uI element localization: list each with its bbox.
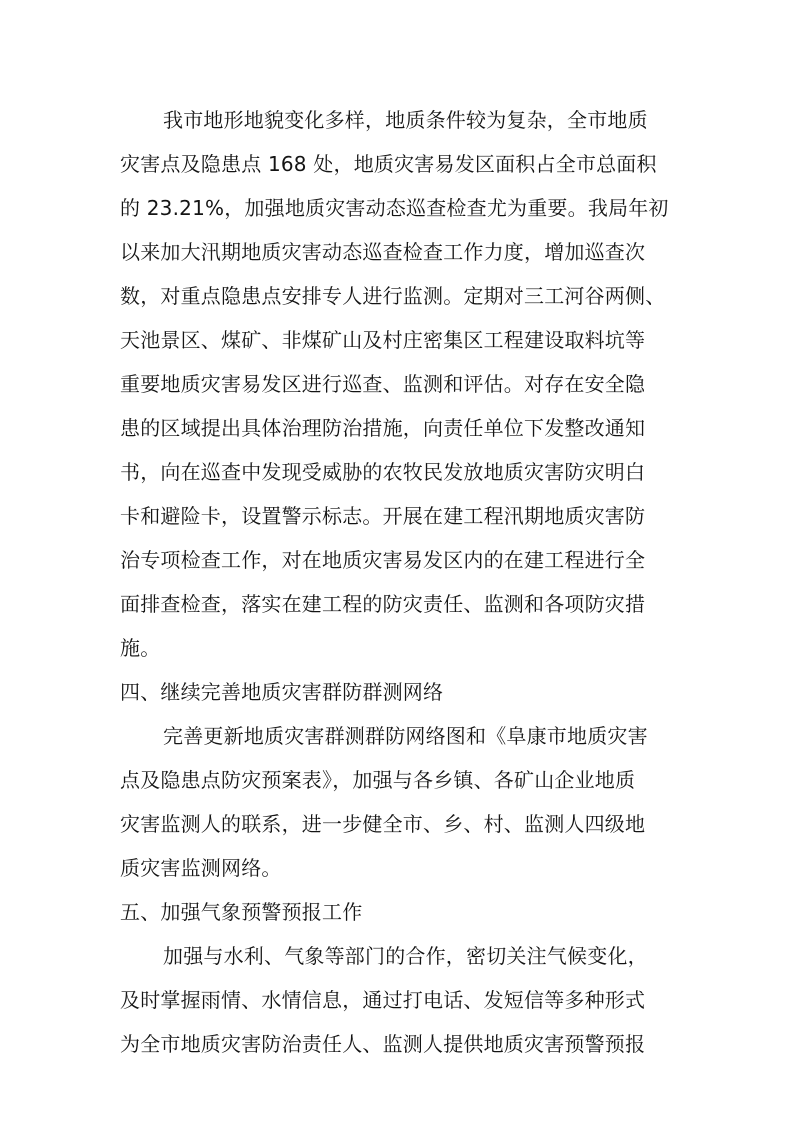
paragraph-line: 以来加大汛期地质灾害动态巡查检查工作力度，增加巡查次 <box>120 240 646 264</box>
paragraph-line: 卡和避险卡，设置警示标志。开展在建工程汛期地质灾害防 <box>120 504 646 528</box>
paragraph-line: 灾害监测人的联系，进一步健全市、乡、村、监测人四级地 <box>120 812 646 836</box>
section-heading: 四、继续完善地质灾害群防群测网络 <box>120 680 444 704</box>
paragraph-line: 施。 <box>120 636 161 660</box>
paragraph-line: 灾害点及隐患点 168 处，地质灾害易发区面积占全市总面积 <box>120 152 657 176</box>
paragraph-line: 治专项检查工作，对在地质灾害易发区内的在建工程进行全 <box>120 548 646 572</box>
paragraph-line: 书，向在巡查中发现受威胁的农牧民发放地质灾害防灾明白 <box>120 460 646 484</box>
paragraph-line: 面排查检查，落实在建工程的防灾责任、监测和各项防灾措 <box>120 592 646 616</box>
paragraph-line: 数，对重点隐患点安排专人进行监测。定期对三工河谷两侧、 <box>120 284 666 308</box>
paragraph-line: 天池景区、煤矿、非煤矿山及村庄密集区工程建设取料坑等 <box>120 328 646 352</box>
paragraph-line: 患的区域提出具体治理防治措施，向责任单位下发整改通知 <box>120 416 646 440</box>
paragraph-line: 的 23.21%，加强地质灾害动态巡查检查尤为重要。我局年初 <box>120 196 669 220</box>
paragraph-line: 加强与水利、气象等部门的合作，密切关注气候变化， <box>163 944 648 968</box>
paragraph-line: 为全市地质灾害防治责任人、监测人提供地质灾害预警预报 <box>120 1032 646 1056</box>
paragraph-line: 完善更新地质灾害群测群防网络图和《阜康市地质灾害 <box>163 724 648 748</box>
paragraph-line: 我市地形地貌变化多样，地质条件较为复杂，全市地质 <box>163 108 648 132</box>
paragraph-line: 及时掌握雨情、水情信息，通过打电话、发短信等多种形式 <box>120 988 646 1012</box>
paragraph-line: 点及隐患点防灾预案表》，加强与各乡镇、各矿山企业地质 <box>120 768 636 792</box>
paragraph-line: 质灾害监测网络。 <box>120 856 282 880</box>
paragraph-line: 重要地质灾害易发区进行巡查、监测和评估。对存在安全隐 <box>120 372 646 396</box>
section-heading: 五、加强气象预警预报工作 <box>120 900 363 924</box>
